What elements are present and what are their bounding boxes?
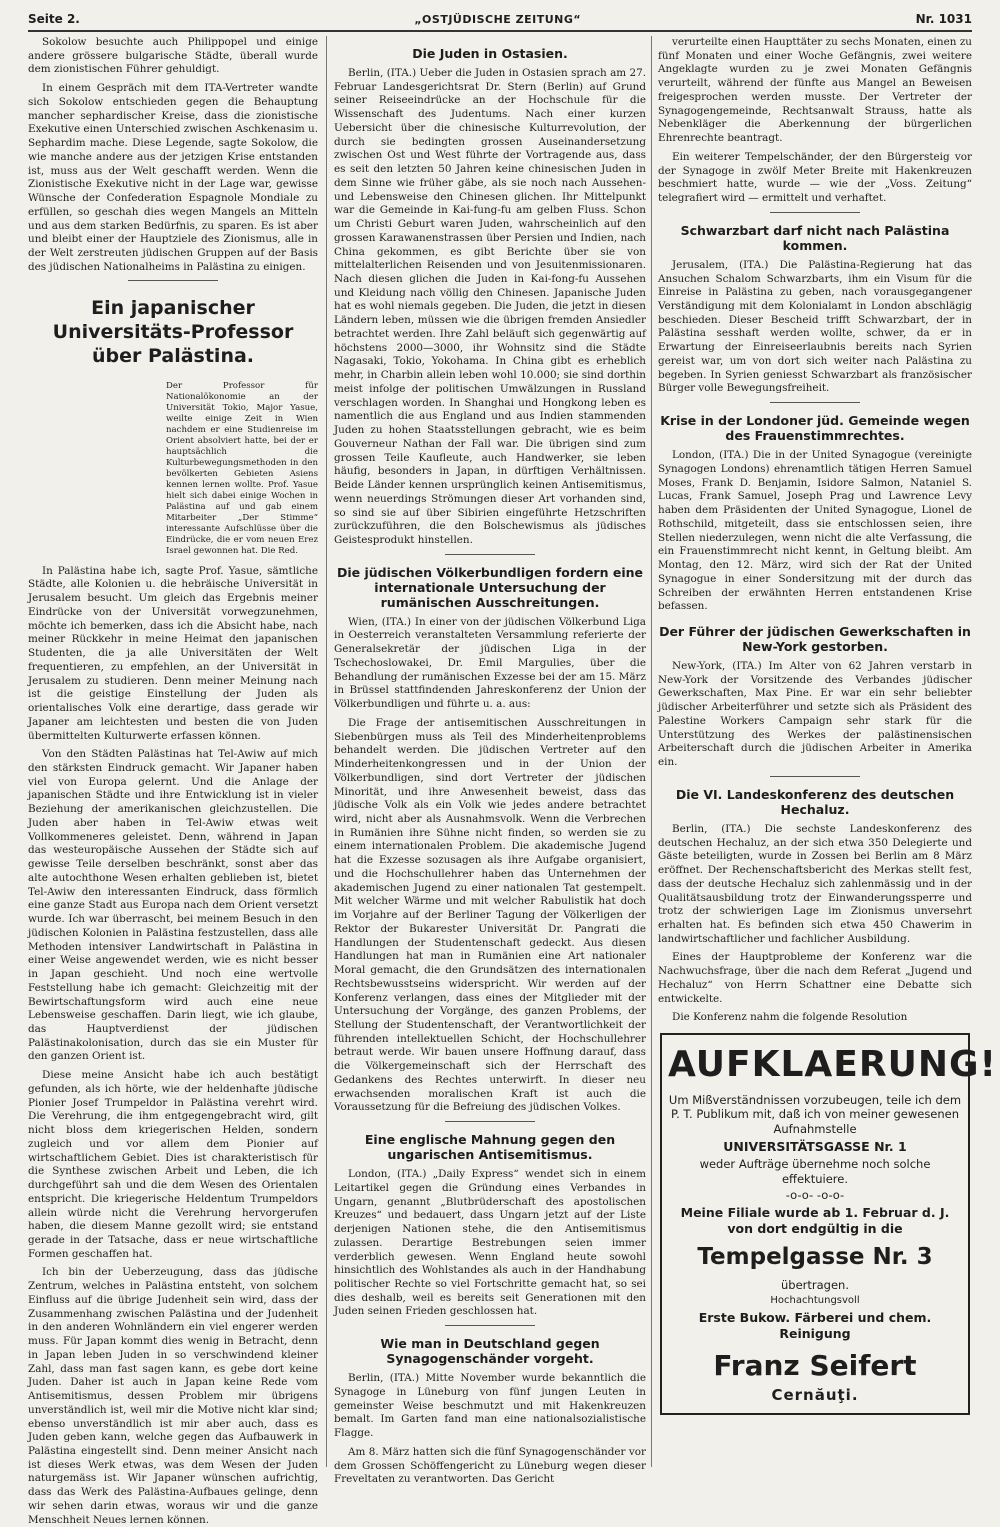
- paragraph: In einem Gespräch mit dem ITA-Vertreter wandte sich Sokolow entschieden gegen die Behauptung mancher sephardischer Kreise, dass die zionistische Exekutive einen Unterschied zwischen Aschkenasim u. Sephardim mache. Diese Legende, sagte Sokolow, die wie manche andere aus der jetzigen Krise entstanden ist, muss aus der Welt geschafft werden. Wenn die Zionistische Exekutive nicht in der Lage war, gewisse Wünsche der Confederation Espagnole Mondiale zu erfüllen, so geschah dies wegen Mangels an Mitteln und aus dem starken Bedürfnis, zu sparen. Es ist aber und bleibt einer der Hauptziele des Zionismus, alle in der Welt zerstreuten jüdischen Gruppen auf der Basis des jüdischen Nationalheims in Palästina zu einigen.: [28, 82, 318, 273]
- column-right: [658, 36, 997, 1467]
- article-headline: Die VI. Landeskonferenz des deutschen Hechaluz.: [675, 786, 955, 817]
- divider: [770, 776, 860, 777]
- paragraph: In Palästina habe ich, sagte Prof. Yasue, sämtliche Städte, alle Kolonien u. die hebräische Universität in Jerusalem besucht. Um gleich das Ergebnis meiner Eindrücke von der Universität vorwegzunehmen, möchte ich bemerken, dass ich die Absicht habe, nach meiner Rückkehr in meine Heimat den japanischen Studenten, die ja alle Universitäten der Welt frequentieren, zu empfehlen, an der Universität in Jerusalem zu studieren. Denn meiner Meinung nach ist die geistige Einstellung der Juden als orientalisches Volk eine derartige, dass gerade wir Japaner am leichtesten und besten die von Juden übermittelten Kulturwerte erfassen können.: [28, 564, 318, 742]
- article-headline: Die Juden in Ostasien.: [412, 46, 568, 61]
- newspaper-title: „OSTJÜDISCHE ZEITUNG“: [414, 12, 582, 26]
- paragraph: Wien, (ITA.) In einer von der jüdischen Völkerbund Liga in Oesterreich veranstalteten Versammlung referierte der Generalsekretär der jüdischen Liga in der Tschechoslowakei, Dr. Emil Margulies, über die Behandlung der rumänischen Exzesse bei der am 15. März in Brüssel stattfindenden Jahreskonferenz der Union der Völkerbundligen und führte u. a. aus:: [334, 615, 646, 711]
- column-left: [28, 36, 318, 1526]
- paragraph: Am 8. März hatten sich die fünf Synagogenschänder vor dem Grossen Schöffengericht zu Lüneburg wegen dieser Freveltaten zu verantworten. Das Gericht: [334, 1445, 646, 1486]
- ad-text: übertragen.: [781, 1278, 849, 1293]
- ad-address-old: UNIVERSITÄTSGASSE Nr. 1: [723, 1138, 907, 1154]
- ad-headline: AUFKLAERUNG!: [668, 1044, 997, 1086]
- divider: [770, 402, 860, 403]
- paragraph: New-York, (ITA.) Im Alter von 62 Jahren verstarb in New-York der Vorsitzende des Verbandes jüdischer Gewerkschaften, Max Pine. Er war ein sehr beliebter jüdischer Arbeiterführer und setzte sich als Präsident des Palestine Workers Campaign sehr stark für die Unterstützung des Werkes der palästinensischen Arbeiterschaft durch die jüdischen Arbeiter in Amerika ein.: [658, 659, 972, 769]
- ad-text: Um Mißverständnissen vorzubeugen, teile ich dem P. T. Publikum mit, daß ich von meiner gewesenen Aufnahmstelle: [668, 1092, 962, 1137]
- paragraph: Eines der Hauptprobleme der Konferenz war die Nachwuchsfrage, über die nach dem Referat „Jugend und Hechaluz“ von Herrn Schattner eine Debatte sich entwickelte.: [658, 951, 972, 1005]
- article-headline: Krise in der Londoner jüd. Gemeinde wegen des Frauenstimmrechtes.: [660, 413, 970, 444]
- paragraph: Ein weiterer Tempelschänder, der den Bürgersteig vor der Synagoge in zwölf Meter Breite mit Hakenkreuzen beschmiert hatte, wurde — wie der „Voss. Zeitung“ telegrafiert wird — ermittelt und verhaftet.: [658, 150, 972, 205]
- article-headline: Ein japanischer Universitäts-Professor über Palästina.: [52, 297, 294, 367]
- column-middle: [334, 36, 646, 1486]
- ad-company: Erste Bukow. Färberei und chem. Reinigung: [698, 1309, 932, 1341]
- editorial-note: Der Professor für Nationalökonomie an der Universität Tokio, Major Yasue, weilte einige Zeit in Wien nachdem er eine Studienreise im Orient absolviert hatte, bei der er hauptsächlich die Kulturbewegungsmethoden in den bevölkerten Gebieten Asiens kennen lernen wollte. Prof. Yasue hielt sich dabei einige Wochen in Palästina auf und gab einem Mitarbeiter „Der Stimme“ interessante Aufschlüsse über die Eindrücke, die er vom neuen Erez Israel gewonnen hat. Die Red.: [166, 380, 318, 556]
- paragraph: Ich bin der Ueberzeugung, dass das jüdische Zentrum, welches in Palästina entsteht, von solchem Einfluss auf die übrige Judenheit sein wird, dass der Zusammenhang zwischen Palästina und der Judenheit in den anderen Wohnländern ein viel engerer werden muss. Für Japan kommt dies wenig in Betracht, denn in Japan leben Juden in so verschwindend kleiner Zahl, dass man fast sagen kann, es gebe dort keine Juden. Daher ist auch in Japan keine Rede vom Antisemitismus, dessen Problem mir übrigens unverständlich ist, weil mir die Motive nicht klar sind; ebenso unverständlich ist mir aber auch, dass es Juden geben kann, welche gegen das Aufbauwerk in Palästina eingestellt sind. Denn meiner Ansicht nach ist dieses Werk etwas, was dem Wesen der Juden naturgemäss ist. Wir Japaner wünschen aufrichtig, dass das Werk des Palästina-Aufbaues gelinge, denn wir sehen darin etwas, woraus wir und die ganze Menschheit Neues lernen können.: [28, 1266, 318, 1526]
- article-headline: Schwarzbart darf nicht nach Palästina kommen.: [680, 222, 950, 253]
- paragraph: Die Frage der antisemitischen Ausschreitungen in Siebenbürgen muss als Teil des Minderheitenproblems behandelt werden. Die jüdischen Vertreter auf den Minderheitenkongressen und in der Union der Völkerbundligen, sind dort Vertreter der jüdischen Minorität, und ihre Anwesenheit beweist, dass das jüdische Volk als ein Volk wie jedes andere betrachtet wird, nicht aber als Ausnahmsvolk. Wenn die Verbrechen in Rumänien ihre Sühne nicht finden, so werden sie zu einem internationalen Problem. Die akademische Jugend hat die Exzesse sozusagen als ihre Aufgabe organisiert, und die Hochschullehrer haben das Unternehmen der akademischen Jugend zu einer nationalen Tat gestempelt. Mit welcher Wärme und mit welcher Rabulistik hat doch im Vorjahre auf der Berliner Tagung der Völkerligen der Rektor der Bukarester Universität Dr. Pangrati die Handlungen der Studentenschaft gedeckt. Aus diesen Handlungen hat man in Rumänien eine Art nationaler Moral gemacht, die den Grundsätzen des internationalen Rechtsbewusstseins widerspricht. Wir werden auf der Konferenz verlangen, dass eines der Mitglieder mit der Untersuchung der Vorgänge, des ganzen Problems, der Stellung der Studentenschaft, der Verantwortlichkeit der führenden intellektuellen Schicht, der Hochschullehrer betraut werde. Wir bauen unsere Hoffnung darauf, dass die Völkergemeinschaft sich der Herrschaft des Gedankens des Rechtes unterwirft. In dieser neu erwachsenden moralischen Kraft ist auch die Voraussetzung für die Befreiung des jüdischen Volkes.: [334, 716, 646, 1114]
- paragraph: Berlin, (ITA.) Ueber die Juden in Ostasien sprach am 27. Februar Landesgerichtsrat Dr. Stern (Berlin) auf Grund seiner Reiseeindrücke an der Hochschule für die Wissenschaft des Judentums. Nach einer kurzen Uebersicht über die chinesische Kulturrevolution, der durch sie bedingten grossen Auseinandersetzung zwischen Ost und West führte der Vortragende aus, dass es seit den letzten 50 Jahren keine chinesischen Juden in dem Sinne wie früher gäbe, als sie noch nach Aussehen- und Lebensweise den Chinesen glichen. Ihr Mittelpunkt war die Gemeinde in Kai-fung-fu am gelben Fluss. Schon um Christi Geburt waren Juden, wahrscheinlich auf den grossen Karawanenstrassen über Persien und Indien, nach China gekommen, es gibt Berichte über sie von mittelalterlichen Reisenden und von Jesuitenmissionaren. Nach diesen glichen die Juden in Kai-fong-fu Aussehen und Kleidung nach völlig den Chinesen. Japanische Juden hat es wohl niemals gegeben. Die Juden, die jetzt in diesen Ländern leben, müssen wie die übrigen fremden Ansiedler betrachtet werden. Ihre Zahl beläuft sich gegenwärtig auf höchstens 2000—3000, ihr Wohnsitz sind die Städte Nagasaki, Tokio, Yokohama. In China gibt es erheblich mehr, in Charbin allein leben wohl 10.000; sie sind dorthin meist infolge der politischen Umwälzungen in Russland verschlagen worden. In Shanghai und Hongkong leben es namentlich die aus England und aus Indien stammenden Juden zu hohen Staatsstellungen gebracht, wie es beim Gouverneur Nathan der Fall war. Die übrigen sind zum grossen Teile Kaufleute, auch Handwerker, sie leben häufig, besonders in Japan, in dürftigen Verhältnissen. Beide Länder kennen ursprünglich keinen Antisemitismus, wenn neuerdings Strömungen dieser Art vorhanden sind, so sind sie auf über Sibirien eingeführte Hetzschriften zurückzuführen, die den Bolschewismus als jüdisches Geistesprodukt hinstellen.: [334, 67, 646, 546]
- divider: [445, 1325, 535, 1326]
- paragraph: London, (ITA.) Die in der United Synagogue (vereinigte Synagogen Londons) ehrenamtlich tätigen Herren Samuel Moses, Frank D. Benjamin, Isidore Salmon, Nataniel S. Lucas, Frank Samuel, Joseph Prag und Lawrence Levy haben dem Präsidenten der United Synagogue, Lionel de Rothschild, mitgeteilt, dass sie entschlossen seien, ihre Stellen niederzulegen, wenn nicht die alte Verfassung, die ein Frauenstimmrecht nicht kennt, in Geltung bleibt. Am Montag, den 12. März, wird sich der Rat der United Synagogue in einer Sondersitzung mit der durch das Schreiben der erwähnten Herren entstandenen Krise befassen.: [658, 449, 972, 613]
- column-rule: [651, 36, 652, 1467]
- paragraph: Jerusalem, (ITA.) Die Palästina-Regierung hat das Ansuchen Schalom Schwarzbarts, ihm ein Visum für die Einreise in Palästina zu geben, nach vorausgegangener Verständigung mit dem Kolonialamt in London abschlägig beschieden. Dieser Bescheid trifft Schwarzbart, der in Palästina sesshaft werden wollte, schwer, da er in Erwartung der Einreiseerlaubnis bereits nach Syrien gereist war, um von dort sich weiter nach Palästina zu begeben. In Syrien geniesst Schwarzbart als französischer Bürger volle Bewegungsfreiheit.: [658, 258, 972, 395]
- paragraph: verurteilte einen Haupttäter zu sechs Monaten, einen zu fünf Monaten und einer Woche Gefängnis, zwei weitere Angeklagte wurden zu je zwei Monaten Gefängnis verurteilt, während der fünfte aus Mangel an Beweisen freigesprochen werden musste. Der Vertreter der Synagogengemeinde, Rechtsanwalt Strauss, hatte als Nebenkläger die Aberkennung der bürgerlichen Ehrenrechte beantragt.: [658, 36, 972, 145]
- ad-address-new: Tempelgasse Nr. 3: [697, 1244, 933, 1271]
- paragraph: Von den Städten Palästinas hat Tel-Awiw auf mich den stärksten Eindruck gemacht. Wir Japaner haben viel von Europa gelernt. Und die Anlage der japanischen Städte und ihre Entwicklung ist in vieler Beziehung der amerikanischen gleichzustellen. Die Juden aber haben in Tel-Awiw etwas weit Vollkommeneres geleistet. Denn, während in Japan das westeuropäische Aussehen der Städte sich auf gewisse Teile derselben beschränkt, sonst aber das alte autochthone Wesen erhalten geblieben ist, bietet Tel-Awiw den interessanten Eindruck, dass förmlich eine ganze Stadt aus Europa nach dem Orient versetzt wurde. Ich war überrascht, bei meinem Besuch in den jüdischen Kolonien in Palästina festzustellen, dass alle Methoden intensiver Landwirtschaft in Palästina in einer Weise angewendet werden, wie es nicht besser in Japan geschieht. Und noch eine wertvolle Feststellung habe ich gemacht: Gleichzeitig mit der Bewirtschaftungsform wird auch eine neue Lebensweise geschaffen. Darin liegt, wie ich glaube, das Hauptverdienst der jüdischen Palästinakolonisation, durch das sie ein Muster für den ganzen Orient ist.: [28, 748, 318, 1063]
- divider: [128, 280, 218, 281]
- ad-text: weder Aufträge übernehme noch solche effektuiere.: [699, 1156, 931, 1186]
- ad-closing: Hochachtungsvoll: [770, 1295, 860, 1307]
- article-headline: Der Führer der jüdischen Gewerkschaften in New-York gestorben.: [659, 623, 971, 654]
- paragraph: London, (ITA.) „Daily Express“ wendet sich in einem Leitartikel gegen die Gründung eines Verbandes in Ungarn, genannt „Blutbrüderschaft des apostolischen Kreuzes“ und bedauert, dass Ungarn jetzt auf der Liste derjenigen Nationen stehe, die den Antisemitismus zulassen. Derartige Bestrebungen seien immer verderblich gewesen. Wenn England heute sowohl hinsichtlich des Wohlstandes als auch in der Handhabung politischer Rechte so viel Fortschritte gemacht hat, so sei dies deshalb, weil es bereits seit Generationen mit den Juden seinen Frieden geschlossen hat.: [334, 1168, 646, 1318]
- paragraph: Die Konferenz nahm die folgende Resolution: [672, 1011, 908, 1024]
- masthead: [28, 8, 972, 32]
- article-headline: Wie man in Deutschland gegen Synagogenschänder vorgeht.: [380, 1336, 600, 1367]
- ad-ornament: -o-o- -o-o-: [785, 1188, 845, 1203]
- ad-owner-name: Franz Seifert: [713, 1348, 917, 1382]
- ad-city: Cernăuţi.: [771, 1385, 859, 1404]
- issue-number: Nr. 1031: [915, 12, 972, 26]
- advertisement: [660, 1033, 997, 1415]
- divider: [445, 554, 535, 555]
- paragraph: Sokolow besuchte auch Philippopel und einige andere grössere bulgarische Städte, überall wurde dem zionistischen Führer gehuldigt.: [28, 36, 318, 76]
- paragraph: Berlin, (ITA.) Mitte November wurde bekanntlich die Synagoge in Lüneburg von fünf jungen Leuten in gemeinster Weise beschmutzt und mit Hakenkreuzen bemalt. Im Garten fand man eine nationalsozialistische Flagge.: [334, 1372, 646, 1440]
- article-headline: Eine englische Mahnung gegen den ungarischen Antisemitismus.: [364, 1132, 616, 1163]
- article-headline: Die jüdischen Völkerbundligen fordern eine internationale Untersuchung der rumänischen Ausschreitungen.: [337, 564, 643, 610]
- divider: [445, 1121, 535, 1122]
- paragraph: Berlin, (ITA.) Die sechste Landeskonferenz des deutschen Hechaluz, an der sich etwa 350 Delegierte und Gäste beteiligten, wurde in Zossen bei Berlin am 8 März eröffnet. Der Rechenschaftsbericht des Merkas stellt fest, dass der deutsche Hechaluz sich zahlenmässig und in der Qualitätsausbildung trotz der Einwanderungssperre und trotz der schwierigen Lage im Zionismus unversehrt erhalten hat. Es befinden sich etwa 450 Chawerim in landwirtschaftlicher und fachlicher Ausbildung.: [658, 822, 972, 945]
- divider: [770, 212, 860, 213]
- paragraph: Diese meine Ansicht habe ich auch bestätigt gefunden, als ich hörte, wie der heldenhafte jüdische Pionier Josef Trumpeldor in Palästina verehrt wird. Die Verehrung, die ihm entgegengebracht wird, gilt nicht bloss dem kriegerischen Helden, sondern zugleich und vor allem dem Pionier auf wirtschaftlichem Gebiet. Dies ist charakteristisch für die Synthese zwischen Arbeit und Leben, die ich durchgeführt sah und die dem Wesen des Orientalen entspricht. Die kriegerische Heldentum Trumpeldors allein würde nicht die Verehrung hervorgerufen haben, die diesem Manne gezollt wird; sie entstand gerade in der Tatsache, dass er neue wirtschaftliche Formen geschaffen hat.: [28, 1069, 318, 1260]
- column-rule: [326, 36, 327, 1467]
- page-number: Seite 2.: [28, 12, 80, 26]
- ad-text: Meine Filiale wurde ab 1. Februar d. J. von dort endgültig in die: [680, 1205, 950, 1237]
